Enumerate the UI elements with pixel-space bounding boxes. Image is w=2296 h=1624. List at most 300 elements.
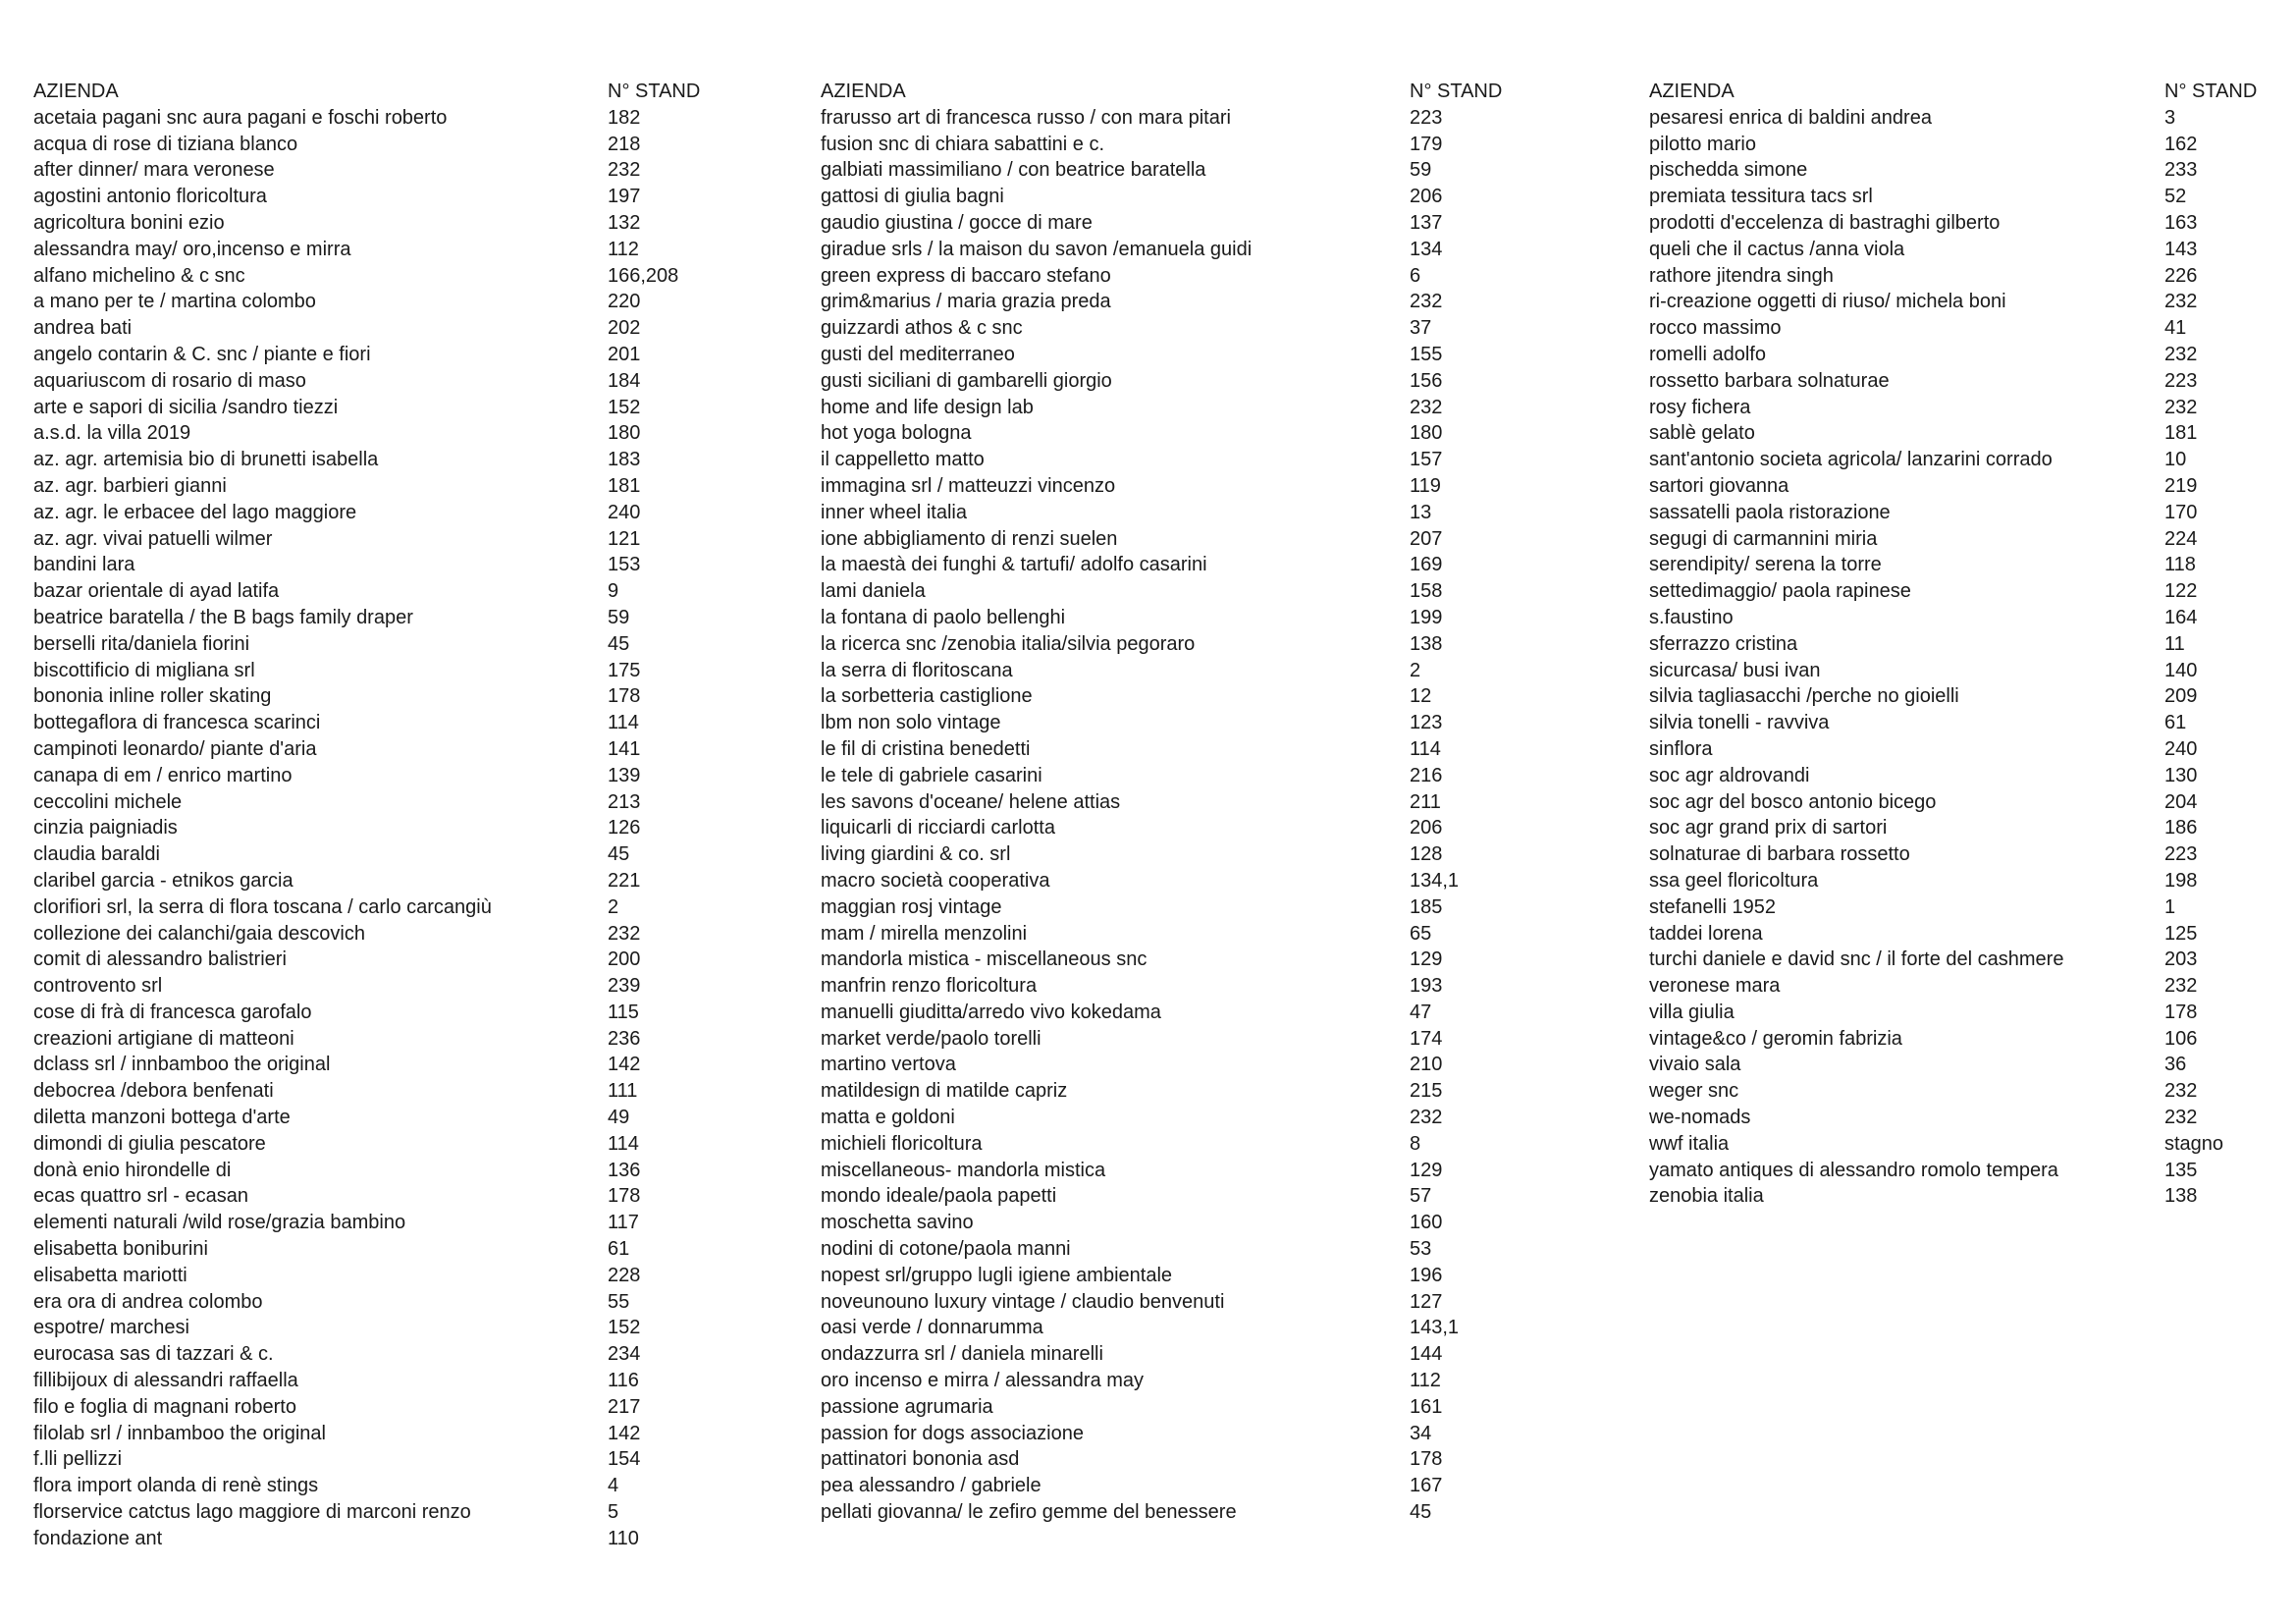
stand-number: 110 xyxy=(608,1527,639,1549)
exhibitor-row xyxy=(33,132,711,158)
stand-number: 137 xyxy=(1410,211,1443,234)
exhibitor-row xyxy=(33,947,711,973)
company-name: galbiati massimiliano / con beatrice baratella xyxy=(821,159,1206,182)
company-name: romelli adolfo xyxy=(1649,343,1766,365)
company-name: sicurcasa/ busi ivan xyxy=(1649,659,1821,681)
exhibitor-row xyxy=(821,157,1513,184)
stand-number: 232 xyxy=(608,922,641,945)
stand-number: 206 xyxy=(1410,817,1443,839)
exhibitor-row xyxy=(821,658,1513,684)
company-name: alfano michelino & c snc xyxy=(33,264,245,287)
stand-number: 162 xyxy=(2164,133,2198,155)
company-name: cinzia paigniadis xyxy=(33,817,178,839)
stand-number: 240 xyxy=(2164,737,2198,760)
company-name: gaudio giustina / gocce di mare xyxy=(821,211,1093,234)
company-name: les savons d'oceane/ helene attias xyxy=(821,790,1121,813)
exhibitor-row xyxy=(1649,1183,2268,1210)
company-name: pea alessandro / gabriele xyxy=(821,1475,1041,1497)
company-name: claribel garcia - etnikos garcia xyxy=(33,869,294,892)
company-name: weger snc xyxy=(1649,1080,1739,1103)
stand-number: 2 xyxy=(1410,659,1421,681)
company-name: manuelli giuditta/arredo vivo kokedama xyxy=(821,1001,1161,1023)
stand-number: 37 xyxy=(1410,317,1432,340)
company-name: lbm non solo vintage xyxy=(821,712,1001,734)
stand-number: 201 xyxy=(608,343,641,365)
stand-number: 198 xyxy=(2164,869,2198,892)
exhibitor-row xyxy=(821,1421,1513,1447)
stand-number: 6 xyxy=(1410,264,1421,287)
stand-number: 152 xyxy=(608,396,641,418)
stand-number: 233 xyxy=(2164,159,2198,182)
column-header xyxy=(33,79,711,105)
company-name: ione abbigliamento di renzi suelen xyxy=(821,527,1118,550)
company-name: moschetta savino xyxy=(821,1212,974,1234)
company-name: nodini di cotone/paola manni xyxy=(821,1238,1071,1261)
exhibitor-row xyxy=(821,631,1513,658)
stand-number: 170 xyxy=(2164,501,2198,523)
exhibitor-row xyxy=(1649,447,2268,473)
stand-number: 236 xyxy=(608,1027,641,1050)
stand-number: 200 xyxy=(608,948,641,971)
company-name: market verde/paolo torelli xyxy=(821,1027,1041,1050)
company-name: we-nomads xyxy=(1649,1107,1751,1129)
company-name: bandini lara xyxy=(33,554,135,576)
exhibitor-row xyxy=(1649,105,2268,132)
company-name: rossetto barbara solnaturae xyxy=(1649,369,1890,392)
stand-number: 232 xyxy=(2164,291,2198,313)
stand-number: 119 xyxy=(1410,474,1441,497)
stand-number: 10 xyxy=(2164,449,2187,471)
stand-number: 118 xyxy=(2164,554,2196,576)
company-name: ecas quattro srl - ecasan xyxy=(33,1185,248,1208)
exhibitor-row xyxy=(33,552,711,578)
company-name: mandorla mistica - miscellaneous snc xyxy=(821,948,1148,971)
company-name: comit di alessandro balistrieri xyxy=(33,948,287,971)
company-name: elisabetta mariotti xyxy=(33,1264,187,1286)
company-name: bottegaflora di francesca scarinci xyxy=(33,712,321,734)
stand-number: 160 xyxy=(1410,1212,1443,1234)
exhibitor-row xyxy=(33,1421,711,1447)
stand-number: 178 xyxy=(608,1185,641,1208)
exhibitor-row xyxy=(1649,841,2268,868)
exhibitor-row xyxy=(821,710,1513,736)
company-name: bononia inline roller skating xyxy=(33,685,272,708)
exhibitor-row xyxy=(821,1183,1513,1210)
company-name: miscellaneous- mandorla mistica xyxy=(821,1159,1106,1181)
exhibitor-row xyxy=(821,947,1513,973)
exhibitor-row xyxy=(33,578,711,605)
stand-number: 154 xyxy=(608,1448,641,1471)
company-name: settedimaggio/ paola rapinese xyxy=(1649,580,1911,603)
company-name: la maestà dei funghi & tartufi/ adolfo casarini xyxy=(821,554,1207,576)
exhibitor-row xyxy=(1649,473,2268,500)
company-name: a.s.d. la villa 2019 xyxy=(33,422,191,445)
exhibitor-row xyxy=(33,605,711,631)
exhibitor-row xyxy=(821,368,1513,395)
stand-number: 106 xyxy=(2164,1027,2198,1050)
exhibitor-row xyxy=(33,789,711,816)
company-name: florservice catctus lago maggiore di marconi renzo xyxy=(33,1501,471,1524)
exhibitor-row xyxy=(1649,1105,2268,1131)
exhibitor-row xyxy=(821,1105,1513,1131)
stand-number: 55 xyxy=(608,1290,630,1313)
exhibitor-row xyxy=(821,1263,1513,1289)
exhibitor-row xyxy=(1649,1026,2268,1053)
stand-number: 163 xyxy=(2164,211,2198,234)
stand-number: 128 xyxy=(1410,843,1443,866)
exhibitor-row xyxy=(33,315,711,342)
exhibitor-row xyxy=(33,1236,711,1263)
company-name: mam / mirella menzolini xyxy=(821,922,1028,945)
exhibitor-row xyxy=(33,447,711,473)
company-name: clorifiori srl, la serra di flora toscana / carlo carcangiù xyxy=(33,895,492,918)
company-name: turchi daniele e david snc / il forte del cashmere xyxy=(1649,948,2064,971)
exhibitor-row xyxy=(1649,315,2268,342)
stand-number: 223 xyxy=(1410,106,1443,129)
stand-number: 57 xyxy=(1410,1185,1432,1208)
company-name: filo e foglia di magnani roberto xyxy=(33,1395,296,1418)
exhibitor-row xyxy=(1649,1078,2268,1105)
exhibitor-row xyxy=(33,973,711,1000)
company-name: andrea bati xyxy=(33,317,133,340)
exhibitor-row xyxy=(33,1341,711,1368)
exhibitor-row xyxy=(33,1000,711,1026)
stand-number: 158 xyxy=(1410,580,1443,603)
exhibitor-row xyxy=(821,500,1513,526)
company-name: diletta manzoni bottega d'arte xyxy=(33,1107,291,1129)
stand-number: 161 xyxy=(1410,1395,1443,1418)
stand-number: 232 xyxy=(2164,1080,2198,1103)
stand-number: 143 xyxy=(2164,238,2198,260)
stand-number: 239 xyxy=(608,975,641,998)
company-name: cose di frà di francesca garofalo xyxy=(33,1001,312,1023)
exhibitor-row xyxy=(821,263,1513,290)
company-name: az. agr. vivai patuelli wilmer xyxy=(33,527,273,550)
stand-number: 224 xyxy=(2164,527,2198,550)
stand-number: 36 xyxy=(2164,1054,2187,1076)
company-name: veronese mara xyxy=(1649,975,1781,998)
exhibitor-row xyxy=(33,263,711,290)
exhibitor-row xyxy=(1649,631,2268,658)
company-name: mondo ideale/paola papetti xyxy=(821,1185,1057,1208)
stand-number: 178 xyxy=(1410,1448,1443,1471)
stand-number: 197 xyxy=(608,186,641,208)
stand-number: 223 xyxy=(2164,369,2198,392)
exhibitor-row xyxy=(1649,184,2268,210)
exhibitor-row xyxy=(33,921,711,947)
stand-number: stagno xyxy=(2164,1132,2224,1155)
company-name: rocco massimo xyxy=(1649,317,1782,340)
company-name: debocrea /debora benfenati xyxy=(33,1080,274,1103)
company-name: rosy fichera xyxy=(1649,396,1751,418)
stand-number: 132 xyxy=(608,211,641,234)
company-name: beatrice baratella / the B bags family draper xyxy=(33,606,413,628)
company-name: premiata tessitura tacs srl xyxy=(1649,186,1873,208)
exhibitor-row xyxy=(821,210,1513,237)
company-name: la sorbetteria castiglione xyxy=(821,685,1033,708)
company-name: hot yoga bologna xyxy=(821,422,972,445)
exhibitor-row xyxy=(1649,395,2268,421)
company-name: sassatelli paola ristorazione xyxy=(1649,501,1891,523)
stand-number: 139 xyxy=(608,764,641,786)
stand-number: 178 xyxy=(608,685,641,708)
exhibitor-row xyxy=(33,815,711,841)
company-name: serendipity/ serena la torre xyxy=(1649,554,1882,576)
exhibitor-row xyxy=(1649,947,2268,973)
exhibitor-row xyxy=(821,1026,1513,1053)
exhibitor-row xyxy=(1649,736,2268,763)
exhibitor-row xyxy=(821,184,1513,210)
company-name: campinoti leonardo/ piante d'aria xyxy=(33,737,317,760)
exhibitor-row xyxy=(1649,1158,2268,1184)
exhibitor-row xyxy=(33,894,711,921)
company-name: collezione dei calanchi/gaia descovich xyxy=(33,922,365,945)
stand-number: 115 xyxy=(608,1001,639,1023)
exhibitor-row xyxy=(1649,658,2268,684)
exhibitor-row xyxy=(821,1473,1513,1499)
company-name: ssa geel floricoltura xyxy=(1649,869,1819,892)
company-name: frarusso art di francesca russo / con mara pitari xyxy=(821,106,1231,129)
company-name: stefanelli 1952 xyxy=(1649,895,1776,918)
exhibitor-row xyxy=(821,395,1513,421)
company-name: inner wheel italia xyxy=(821,501,967,523)
stand-number: 126 xyxy=(608,817,641,839)
company-name: immagina srl / matteuzzi vincenzo xyxy=(821,474,1116,497)
stand-number: 117 xyxy=(608,1212,639,1234)
stand-number: 213 xyxy=(608,790,641,813)
exhibitor-row xyxy=(33,710,711,736)
stand-number: 59 xyxy=(608,606,630,628)
stand-number: 8 xyxy=(1410,1132,1421,1155)
stand-number: 166,208 xyxy=(608,264,679,287)
exhibitor-row xyxy=(33,500,711,526)
stand-number: 141 xyxy=(608,737,641,760)
stand-number: 217 xyxy=(608,1395,641,1418)
stand-number: 4 xyxy=(608,1475,619,1497)
company-name: pattinatori bononia asd xyxy=(821,1448,1020,1471)
exhibitor-row xyxy=(33,1263,711,1289)
exhibitor-row xyxy=(821,132,1513,158)
company-name: creazioni artigiane di matteoni xyxy=(33,1027,294,1050)
company-name: eurocasa sas di tazzari & c. xyxy=(33,1343,274,1366)
company-name: controvento srl xyxy=(33,975,163,998)
exhibitor-row xyxy=(821,237,1513,263)
stand-number: 61 xyxy=(608,1238,630,1261)
exhibitor-row xyxy=(1649,1000,2268,1026)
exhibitor-row xyxy=(33,868,711,894)
header-stand: N° STAND xyxy=(2164,81,2258,102)
exhibitor-row xyxy=(1649,1131,2268,1158)
stand-number: 13 xyxy=(1410,501,1432,523)
stand-number: 127 xyxy=(1410,1290,1443,1313)
company-name: lami daniela xyxy=(821,580,926,603)
stand-number: 111 xyxy=(608,1080,638,1103)
exhibitor-column-1 xyxy=(33,79,711,1552)
stand-number: 164 xyxy=(2164,606,2198,628)
company-name: acqua di rose di tiziana blanco xyxy=(33,133,298,155)
exhibitor-row xyxy=(33,841,711,868)
stand-number: 232 xyxy=(1410,291,1443,313)
stand-number: 174 xyxy=(1410,1027,1443,1050)
company-name: passione agrumaria xyxy=(821,1395,993,1418)
exhibitor-row xyxy=(821,1158,1513,1184)
exhibitor-row xyxy=(33,1315,711,1341)
company-name: guizzardi athos & c snc xyxy=(821,317,1023,340)
stand-number: 216 xyxy=(1410,764,1443,786)
company-name: ceccolini michele xyxy=(33,790,183,813)
stand-number: 114 xyxy=(608,712,639,734)
stand-number: 240 xyxy=(608,501,641,523)
exhibitor-row xyxy=(821,973,1513,1000)
stand-number: 59 xyxy=(1410,159,1432,182)
exhibitor-row xyxy=(33,157,711,184)
exhibitor-row xyxy=(821,815,1513,841)
stand-number: 114 xyxy=(608,1132,639,1155)
exhibitor-row xyxy=(1649,789,2268,816)
company-name: martino vertova xyxy=(821,1054,956,1076)
stand-number: 61 xyxy=(2164,712,2187,734)
exhibitor-row xyxy=(821,289,1513,315)
company-name: canapa di em / enrico martino xyxy=(33,764,293,786)
exhibitor-row xyxy=(1649,263,2268,290)
exhibitor-column-3 xyxy=(1649,79,2268,1210)
exhibitor-row xyxy=(33,210,711,237)
exhibitor-row xyxy=(33,1473,711,1499)
exhibitor-row xyxy=(821,1000,1513,1026)
company-name: gattosi di giulia bagni xyxy=(821,186,1004,208)
exhibitor-row xyxy=(821,1131,1513,1158)
stand-number: 134 xyxy=(1410,238,1443,260)
company-name: villa giulia xyxy=(1649,1001,1735,1023)
company-name: la fontana di paolo bellenghi xyxy=(821,606,1066,628)
company-name: flora import olanda di renè stings xyxy=(33,1475,319,1497)
header-stand: N° STAND xyxy=(608,81,701,102)
stand-number: 114 xyxy=(1410,737,1441,760)
stand-number: 129 xyxy=(1410,1159,1443,1181)
exhibitor-row xyxy=(821,1341,1513,1368)
stand-number: 134,1 xyxy=(1410,869,1460,892)
company-name: era ora di andrea colombo xyxy=(33,1290,263,1313)
stand-number: 219 xyxy=(2164,474,2198,497)
company-name: maggian rosj vintage xyxy=(821,895,1002,918)
company-name: aquariuscom di rosario di maso xyxy=(33,369,306,392)
exhibitor-row xyxy=(33,1289,711,1316)
exhibitor-row xyxy=(821,763,1513,789)
stand-number: 155 xyxy=(1410,343,1443,365)
exhibitor-row xyxy=(821,420,1513,447)
company-name: matildesign di matilde capriz xyxy=(821,1080,1068,1103)
stand-number: 45 xyxy=(1410,1501,1432,1524)
exhibitor-row xyxy=(33,1210,711,1236)
company-name: pischedda simone xyxy=(1649,159,1808,182)
company-name: soc agr grand prix di sartori xyxy=(1649,817,1888,839)
exhibitor-row xyxy=(821,1210,1513,1236)
exhibitor-row xyxy=(33,763,711,789)
exhibitor-row xyxy=(33,658,711,684)
exhibitor-column-2 xyxy=(821,79,1513,1526)
stand-number: 180 xyxy=(608,422,641,445)
stand-number: 123 xyxy=(1410,712,1443,734)
exhibitor-row xyxy=(821,736,1513,763)
exhibitor-row xyxy=(1649,342,2268,368)
stand-number: 12 xyxy=(1410,685,1432,708)
company-name: bazar orientale di ayad latifa xyxy=(33,580,280,603)
exhibitor-row xyxy=(1649,868,2268,894)
exhibitor-row xyxy=(33,1105,711,1131)
stand-number: 156 xyxy=(1410,369,1443,392)
exhibitor-row xyxy=(33,1499,711,1526)
stand-number: 47 xyxy=(1410,1001,1432,1023)
exhibitor-row xyxy=(33,526,711,553)
stand-number: 152 xyxy=(608,1317,641,1339)
company-name: segugi di carmannini miria xyxy=(1649,527,1878,550)
stand-number: 169 xyxy=(1410,554,1443,576)
stand-number: 11 xyxy=(2164,632,2185,655)
company-name: sant'antonio societa agricola/ lanzarini corrado xyxy=(1649,449,2053,471)
company-name: vivaio sala xyxy=(1649,1054,1741,1076)
company-name: noveunouno luxury vintage / claudio benvenuti xyxy=(821,1290,1225,1313)
company-name: claudia baraldi xyxy=(33,843,160,866)
stand-number: 232 xyxy=(2164,396,2198,418)
company-name: berselli rita/daniela fiorini xyxy=(33,632,250,655)
exhibitor-row xyxy=(1649,237,2268,263)
exhibitor-row xyxy=(821,473,1513,500)
stand-number: 167 xyxy=(1410,1475,1443,1497)
company-name: after dinner/ mara veronese xyxy=(33,159,275,182)
exhibitor-row xyxy=(1649,578,2268,605)
company-name: biscottificio di migliana srl xyxy=(33,659,255,681)
company-name: sablè gelato xyxy=(1649,422,1755,445)
company-name: pellati giovanna/ le zefiro gemme del benessere xyxy=(821,1501,1237,1524)
company-name: wwf italia xyxy=(1649,1132,1730,1155)
exhibitor-row xyxy=(821,921,1513,947)
exhibitor-row xyxy=(821,1289,1513,1316)
company-name: vintage&co / geromin fabrizia xyxy=(1649,1027,1902,1050)
stand-number: 34 xyxy=(1410,1422,1432,1444)
exhibitor-row xyxy=(33,631,711,658)
stand-number: 232 xyxy=(2164,975,2198,998)
company-name: giradue srls / la maison du savon /emanuela guidi xyxy=(821,238,1253,260)
company-name: manfrin renzo floricoltura xyxy=(821,975,1038,998)
stand-number: 9 xyxy=(608,580,619,603)
exhibitor-row xyxy=(821,526,1513,553)
stand-number: 228 xyxy=(608,1264,641,1286)
stand-number: 130 xyxy=(2164,764,2198,786)
stand-number: 232 xyxy=(1410,1107,1443,1129)
exhibitor-row xyxy=(33,473,711,500)
stand-number: 178 xyxy=(2164,1001,2198,1023)
exhibitor-row xyxy=(1649,157,2268,184)
company-name: le fil di cristina benedetti xyxy=(821,737,1031,760)
company-name: grim&marius / maria grazia preda xyxy=(821,291,1111,313)
exhibitor-row xyxy=(33,683,711,710)
stand-number: 121 xyxy=(608,527,641,550)
header-company: AZIENDA xyxy=(1649,81,1735,102)
stand-number: 232 xyxy=(2164,1107,2198,1129)
stand-number: 226 xyxy=(2164,264,2198,287)
exhibitor-row xyxy=(821,868,1513,894)
stand-number: 203 xyxy=(2164,948,2198,971)
stand-number: 52 xyxy=(2164,186,2187,208)
company-name: acetaia pagani snc aura pagani e foschi roberto xyxy=(33,106,448,129)
stand-number: 112 xyxy=(608,238,639,260)
stand-number: 116 xyxy=(608,1370,639,1392)
stand-number: 193 xyxy=(1410,975,1443,998)
company-name: queli che il cactus /anna viola xyxy=(1649,238,1905,260)
company-name: dclass srl / innbamboo the original xyxy=(33,1054,331,1076)
company-name: a mano per te / martina colombo xyxy=(33,291,316,313)
exhibitor-row xyxy=(1649,210,2268,237)
